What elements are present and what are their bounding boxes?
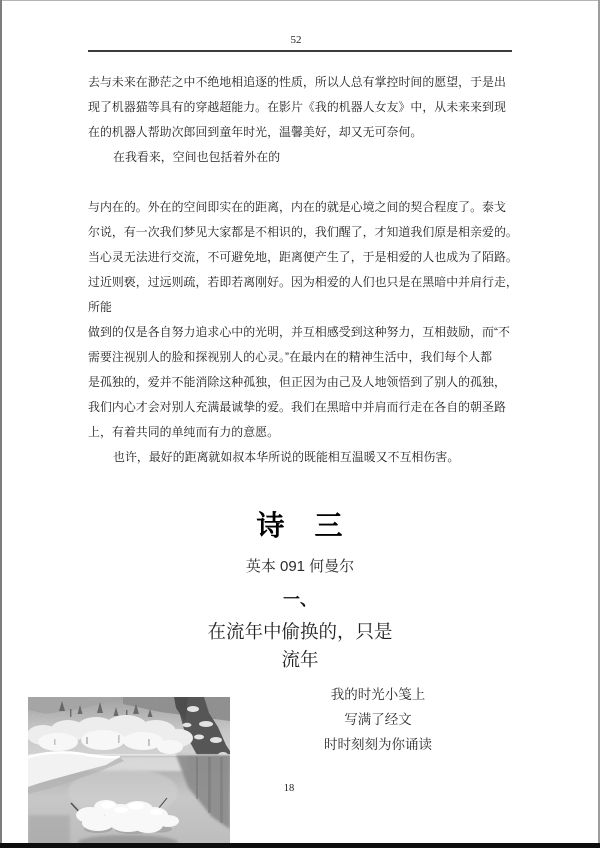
poem-section-title: 诗 三: [256, 510, 344, 541]
essay-line: 去与未来在渺茫之中不绝地相追逐的性质，所以人总有掌控时间的愿望，于是出: [88, 75, 506, 89]
essay-line: 在的机器人帮助次郎回到童年时光，温馨美好，却又无可奈何。: [88, 125, 423, 139]
winter-river-photo-art: [28, 697, 230, 848]
essay-line: 与内在的。外在的空间即实在的距离，内在的就是心境之间的契合程度了。泰戈: [88, 200, 506, 214]
poem-title-line: 在流年中偷换的，只是: [207, 621, 393, 642]
essay-line: 是孤独的，爱并不能消除这种孤独，但正因为由己及人地领悟到了别人的孤独，: [88, 375, 506, 389]
verse-line: 时时刻刻为你诵读: [324, 737, 432, 752]
poem-number-heading: 一、: [283, 590, 317, 609]
essay-line: 尔说，有一次我们梦见大家都是不相识的，我们醒了，才知道我们原是相亲爱的。: [88, 225, 518, 239]
winter-river-photo: [28, 697, 230, 848]
header-page-number: 52: [290, 34, 302, 46]
poem-byline: 英本 091 何曼尔: [245, 558, 355, 575]
essay-line: 在我看来，空间也包括着外在的: [113, 150, 281, 164]
essay-line: 过近则亵，过远则疏，若即若离刚好。因为相爱的人们也只是在黑暗中并肩行走，: [88, 275, 518, 289]
essay-line: 上，有着共同的单纯而有力的意愿。: [88, 425, 280, 439]
page-left-edge: [0, 0, 2, 848]
poem-verse: [256, 682, 500, 757]
verse-line: 写满了经文: [344, 712, 412, 727]
essay-line: 现了机器猫等具有的穿越超能力。在影片《我的机器人女友》中，从未来来到现: [88, 100, 506, 114]
essay-line: 我们内心才会对别人充满最诚挚的爱。我们在黑暗中并肩而行走在各自的朝圣路: [88, 400, 506, 414]
essay-line: 需要注视别人的脸和探视别人的心灵。”在最内在的精神生活中，我们每个人都: [88, 350, 493, 364]
header-rule: [88, 50, 512, 52]
essay-line: 也许，最好的距离就如叔本华所说的既能相互温暖又不互相伤害。: [113, 450, 460, 464]
essay-line: 当心灵无法进行交流，不可避免地，距离便产生了，于是相爱的人也成为了陌路。: [88, 250, 518, 264]
page-bottom-edge: [0, 843, 600, 848]
essay-body: [88, 70, 518, 470]
page-top-edge: [0, 0, 600, 1]
essay-line: 做到的仅是各自努力追求心中的光明，并互相感受到这种努力，互相鼓励，而“不: [88, 325, 510, 339]
essay-line: 所能: [88, 300, 112, 314]
verse-line: 我的时光小笺上: [330, 687, 426, 702]
footer-page-number: 18: [283, 783, 295, 794]
poem-title-line: 流年: [281, 649, 319, 670]
essay-blank-line: [88, 170, 518, 195]
